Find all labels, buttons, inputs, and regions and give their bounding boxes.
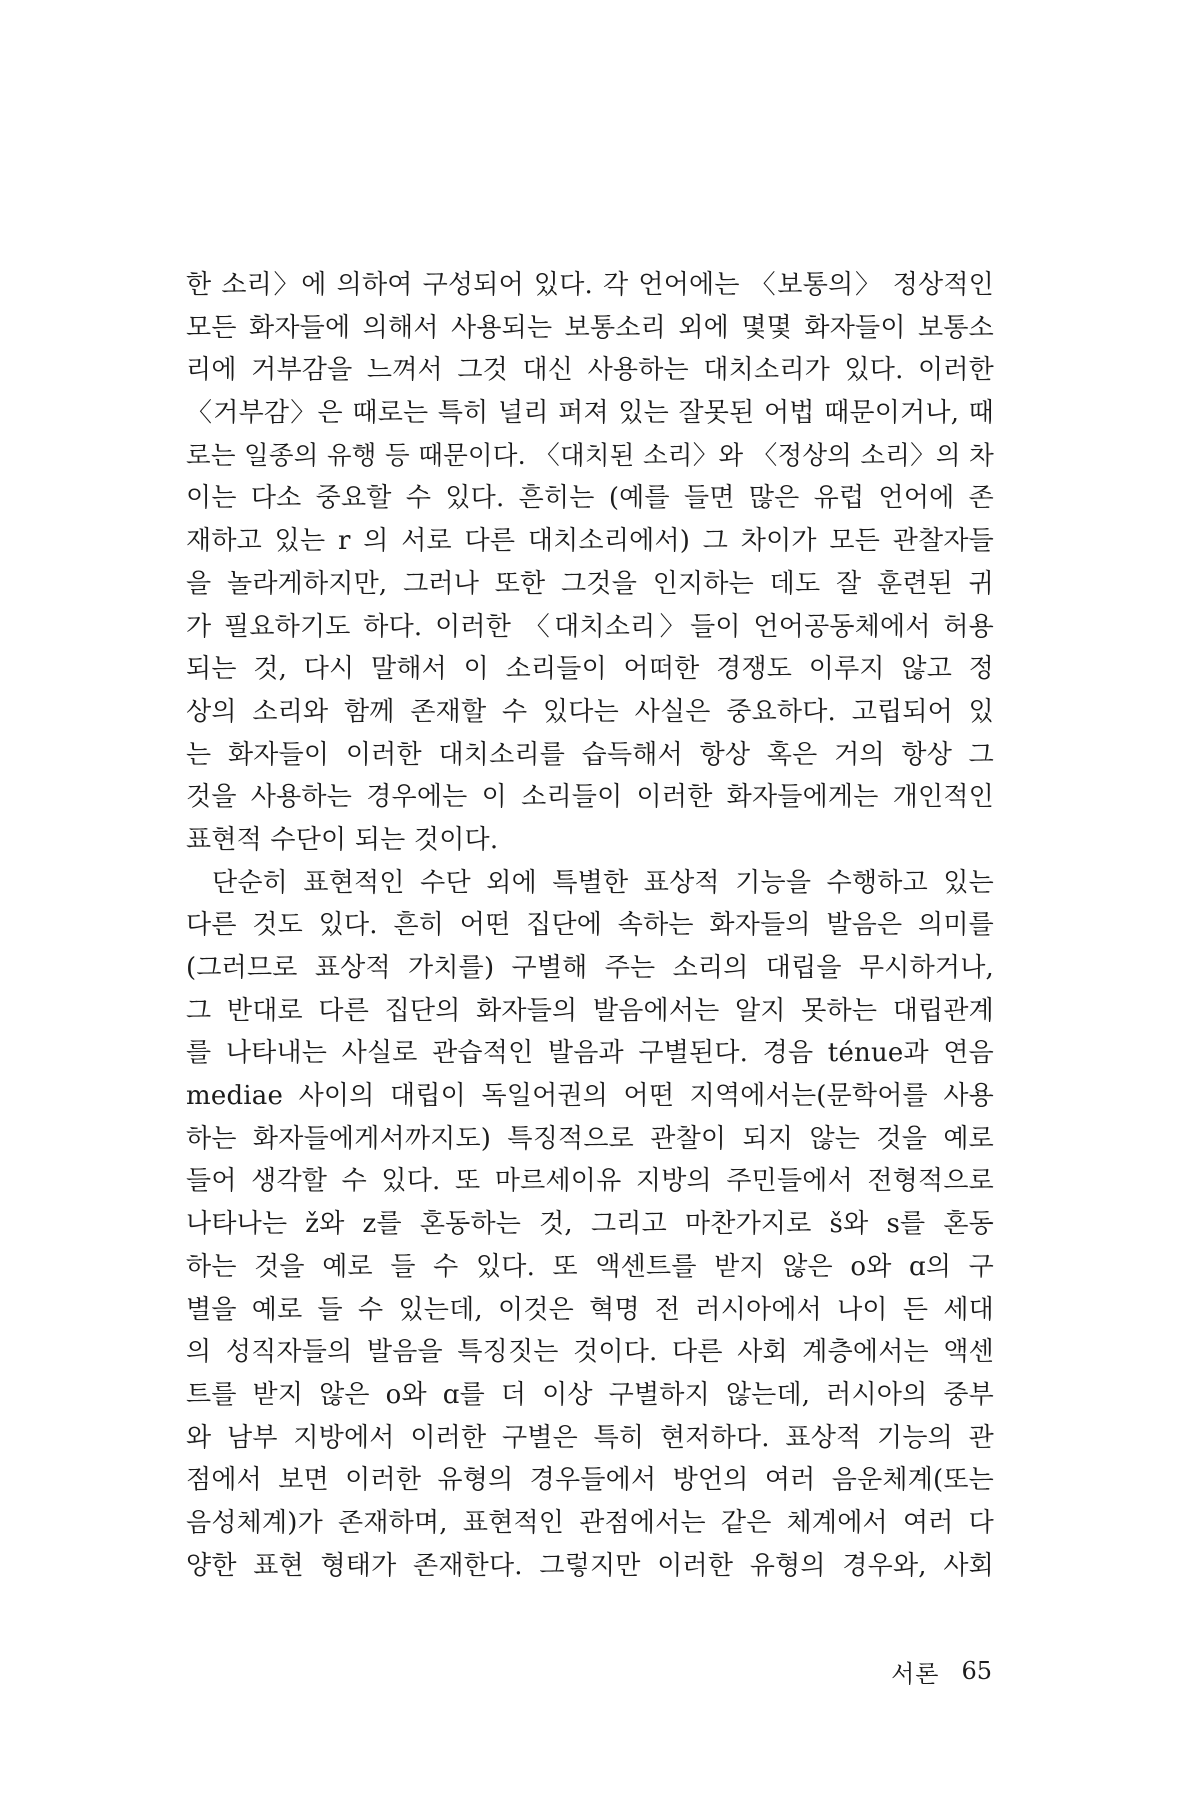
text-line: 〈거부감〉은 때로는 특히 널리 퍼져 있는 잘못된 어법 때문이거나, 때 [186, 398, 994, 429]
body-text [186, 264, 994, 1587]
text-line: mediae 사이의 대립이 독일어권의 어떤 지역에서는(문학어를 사용 [186, 1081, 994, 1112]
text-line: 를 나타내는 사실로 관습적인 발음과 구별된다. 경음 ténue과 연음 [186, 1038, 994, 1069]
text-line: 상의 소리와 함께 존재할 수 있다는 사실은 중요하다. 고립되어 있 [186, 696, 994, 727]
text-line: 이는 다소 중요할 수 있다. 흔히는 (예를 들면 많은 유럽 언어에 존 [186, 483, 994, 514]
text-line: 로는 일종의 유행 등 때문이다. 〈대치된 소리〉와 〈정상의 소리〉의 차 [186, 440, 994, 471]
text-line: 을 놀라게하지만, 그러나 또한 그것을 인지하는 데도 잘 훈련된 귀 [186, 568, 994, 599]
paragraph-end-line: 표현적 수단이 되는 것이다. [186, 824, 499, 855]
text-line: 나타나는 ž와 z를 혼동하는 것, 그리고 마찬가지로 š와 s를 혼동 [186, 1209, 994, 1240]
text-line: 양한 표현 형태가 존재한다. 그렇지만 이러한 유형의 경우와, 사회 [186, 1550, 994, 1581]
text-line: 그 반대로 다른 집단의 화자들의 발음에서는 알지 못하는 대립관계 [186, 995, 994, 1026]
text-line: (그러므로 표상적 가치를) 구별해 주는 소리의 대립을 무시하거나, [186, 953, 994, 983]
text-line: 다른 것도 있다. 흔히 어떤 집단에 속하는 화자들의 발음은 의미를 [186, 910, 994, 941]
text-line: 하는 것을 예로 들 수 있다. 또 액센트를 받지 않은 o와 ɑ의 구 [186, 1251, 994, 1282]
text-line: 하는 화자들에게서까지도) 특징적으로 관찰이 되지 않는 것을 예로 [186, 1123, 994, 1154]
page-number: 65 [961, 1657, 992, 1685]
text-line: 한 소리〉에 의하여 구성되어 있다. 각 언어에는 〈보통의〉 정상적인 [186, 270, 994, 300]
text-line: 트를 받지 않은 o와 ɑ를 더 이상 구별하지 않는데, 러시아의 중부 [186, 1379, 994, 1410]
text-line: 음성체계)가 존재하며, 표현적인 관점에서는 같은 체계에서 여러 다 [186, 1507, 994, 1538]
text-line: 리에 거부감을 느껴서 그것 대신 사용하는 대치소리가 있다. 이러한 [186, 355, 994, 386]
text-line: 는 화자들이 이러한 대치소리를 습득해서 항상 혹은 거의 항상 그 [186, 739, 994, 770]
text-line: 의 성직자들의 발음을 특징짓는 것이다. 다른 사회 계층에서는 액센 [186, 1337, 994, 1368]
text-line: 별을 예로 들 수 있는데, 이것은 혁명 전 러시아에서 나이 든 세대 [186, 1294, 994, 1325]
text-line: 들어 생각할 수 있다. 또 마르세이유 지방의 주민들에서 전형적으로 [186, 1166, 994, 1197]
text-line: 점에서 보면 이러한 유형의 경우들에서 방언의 여러 음운체계(또는 [186, 1465, 994, 1496]
text-line: 모든 화자들에 의해서 사용되는 보통소리 외에 몇몇 화자들이 보통소 [186, 312, 994, 343]
text-line: 것을 사용하는 경우에는 이 소리들이 이러한 화자들에게는 개인적인 [186, 782, 994, 813]
text-line: 되는 것, 다시 말해서 이 소리들이 어떠한 경쟁도 이루지 않고 정 [186, 654, 994, 685]
page-footer [862, 1653, 992, 1689]
text-line: 와 남부 지방에서 이러한 구별은 특히 현저하다. 표상적 기능의 관 [186, 1422, 994, 1453]
text-line: 가 필요하기도 하다. 이러한 〈대치소리〉들이 언어공동체에서 허용 [186, 611, 994, 642]
running-footer-section: 서론 [891, 1659, 940, 1688]
text-line: 재하고 있는 r 의 서로 다른 대치소리에서) 그 차이가 모든 관찰자들 [186, 526, 994, 557]
paragraph-start-line: 단순히 표현적인 수단 외에 특별한 표상적 기능을 수행하고 있는 [212, 867, 994, 898]
